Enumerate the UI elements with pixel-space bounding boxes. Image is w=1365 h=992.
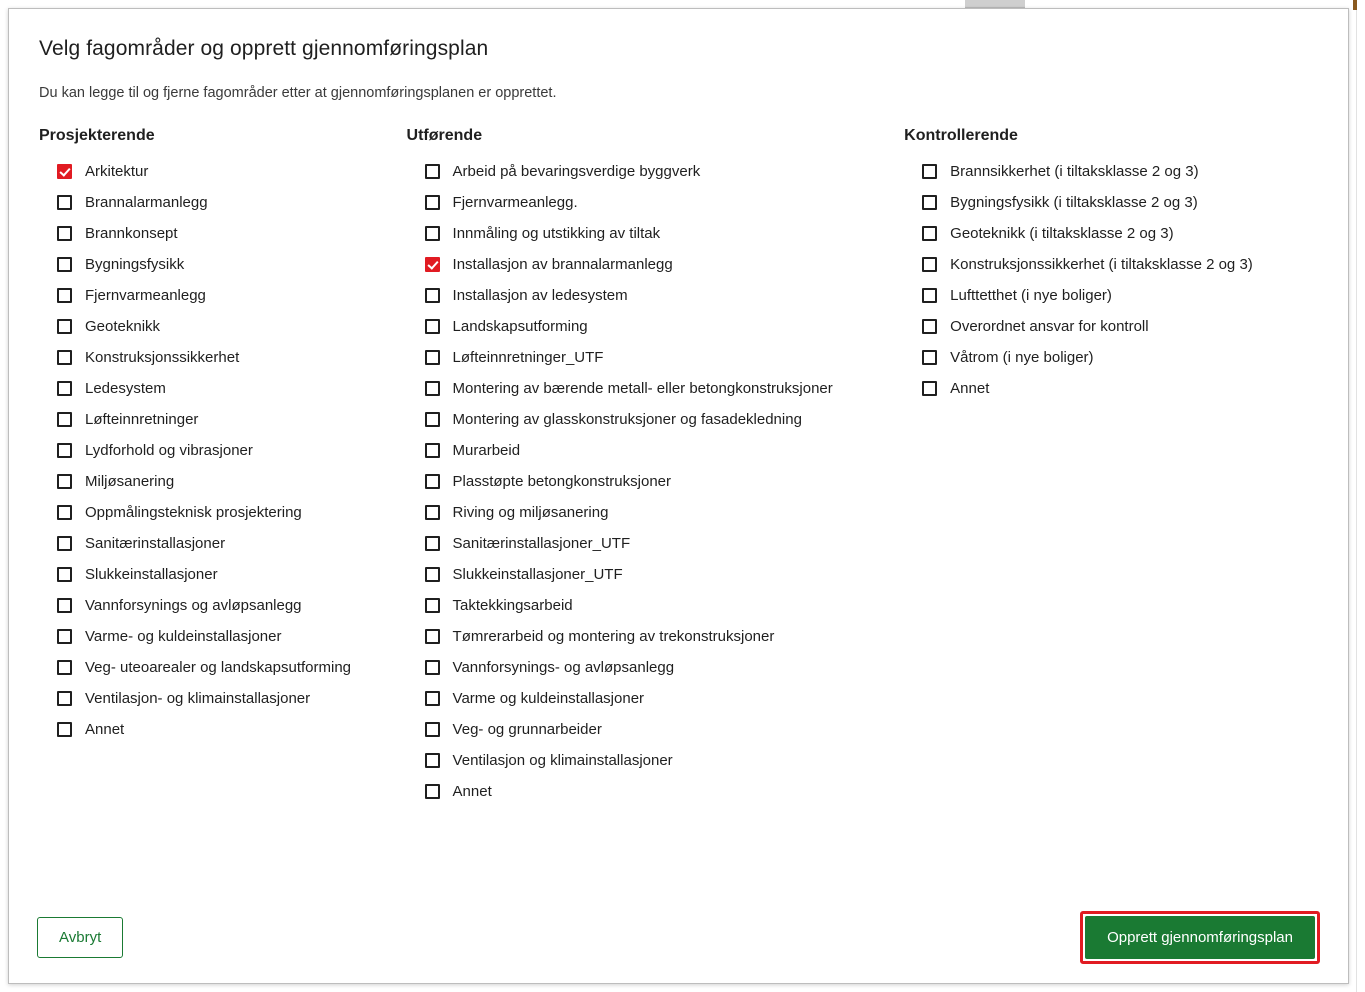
checkbox-row[interactable] — [425, 409, 905, 431]
checkbox-unchecked-icon[interactable] — [922, 319, 937, 334]
checkbox-label: Annet — [452, 783, 492, 800]
column-utforende — [407, 127, 905, 812]
checkbox-unchecked-icon[interactable] — [425, 660, 440, 675]
checkbox-label: Veg- uteoarealer og landskapsutforming — [85, 659, 352, 676]
checkbox-unchecked-icon[interactable] — [425, 350, 440, 365]
checkbox-row[interactable] — [425, 688, 905, 710]
checkbox-row[interactable] — [57, 626, 407, 648]
checkbox-label: Geoteknikk (i tiltaksklasse 2 og 3) — [950, 225, 1174, 242]
checkbox-row[interactable] — [425, 254, 905, 276]
checkbox-label: Annet — [85, 721, 125, 738]
checkbox-unchecked-icon[interactable] — [57, 412, 72, 427]
checkbox-label: Varme og kuldeinstallasjoner — [452, 690, 645, 707]
checkbox-row[interactable] — [57, 595, 407, 617]
checkbox-label: Ventilasjon- og klimainstallasjoner — [85, 690, 311, 707]
option-list-prosjekterende — [39, 161, 407, 741]
checkbox-label: Tømrerarbeid og montering av trekonstruksjoner — [452, 628, 775, 645]
checkbox-row[interactable] — [57, 533, 407, 555]
checkbox-unchecked-icon[interactable] — [425, 784, 440, 799]
checkbox-unchecked-icon[interactable] — [425, 505, 440, 520]
checkbox-row[interactable] — [425, 471, 905, 493]
window-accent-mark — [1353, 0, 1357, 10]
dialog-footer — [9, 913, 1348, 961]
checkbox-row[interactable] — [425, 750, 905, 772]
checkbox-label: Fjernvarmeanlegg — [85, 287, 206, 304]
checkbox-unchecked-icon[interactable] — [922, 381, 937, 396]
browser-tab-edge — [965, 0, 1025, 8]
checkbox-row[interactable] — [57, 409, 407, 431]
checkbox-label: Våtrom (i nye boliger) — [950, 349, 1094, 366]
checkbox-label: Plasstøpte betongkonstruksjoner — [452, 473, 671, 490]
checkbox-label: Sanitærinstallasjoner — [85, 535, 226, 552]
checkbox-label: Miljøsanering — [85, 473, 175, 490]
window-right-edge — [1356, 0, 1365, 992]
checkbox-checked-icon[interactable] — [57, 164, 72, 179]
select-disciplines-dialog — [8, 8, 1349, 984]
checkbox-label: Slukkeinstallasjoner — [85, 566, 218, 583]
checkbox-row[interactable] — [57, 657, 407, 679]
checkbox-unchecked-icon[interactable] — [922, 164, 937, 179]
checkbox-label: Lufttetthet (i nye boliger) — [950, 287, 1112, 304]
checkbox-unchecked-icon[interactable] — [425, 381, 440, 396]
checkbox-label: Løfteinnretninger — [85, 411, 199, 428]
checkbox-unchecked-icon[interactable] — [57, 598, 72, 613]
checkbox-row[interactable] — [922, 316, 1318, 338]
checkbox-label: Veg- og grunnarbeider — [452, 721, 602, 738]
checkbox-row[interactable] — [922, 161, 1318, 183]
checkbox-unchecked-icon[interactable] — [425, 691, 440, 706]
checkbox-unchecked-icon[interactable] — [922, 257, 937, 272]
checkbox-row[interactable] — [922, 192, 1318, 214]
checkbox-unchecked-icon[interactable] — [425, 443, 440, 458]
checkbox-row[interactable] — [425, 285, 905, 307]
checkbox-unchecked-icon[interactable] — [57, 505, 72, 520]
checkbox-unchecked-icon[interactable] — [57, 722, 72, 737]
checkbox-unchecked-icon[interactable] — [425, 226, 440, 241]
checkbox-row[interactable] — [425, 564, 905, 586]
checkbox-row[interactable] — [425, 347, 905, 369]
checkbox-row[interactable] — [425, 192, 905, 214]
option-list-utforende — [407, 161, 905, 803]
checkbox-row[interactable] — [425, 316, 905, 338]
checkbox-unchecked-icon[interactable] — [57, 660, 72, 675]
checkbox-row[interactable] — [922, 223, 1318, 245]
checkbox-label: Riving og miljøsanering — [452, 504, 609, 521]
checkbox-row[interactable] — [57, 192, 407, 214]
checkbox-unchecked-icon[interactable] — [425, 195, 440, 210]
create-plan-button[interactable]: Opprett gjennomføringsplan — [1085, 916, 1315, 959]
checkbox-label: Sanitærinstallasjoner_UTF — [452, 535, 631, 552]
checkbox-row[interactable] — [57, 378, 407, 400]
checkbox-label: Løfteinnretninger_UTF — [452, 349, 604, 366]
checkbox-unchecked-icon[interactable] — [57, 691, 72, 706]
checkbox-label: Taktekkingsarbeid — [452, 597, 573, 614]
checkbox-unchecked-icon[interactable] — [425, 412, 440, 427]
checkbox-row[interactable] — [425, 378, 905, 400]
checkbox-unchecked-icon[interactable] — [922, 195, 937, 210]
checkbox-label: Brannkonsept — [85, 225, 178, 242]
checkbox-checked-icon[interactable] — [425, 257, 440, 272]
checkbox-row[interactable] — [57, 564, 407, 586]
checkbox-unchecked-icon[interactable] — [57, 629, 72, 644]
checkbox-row[interactable] — [425, 533, 905, 555]
checkbox-label: Bygningsfysikk (i tiltaksklasse 2 og 3) — [950, 194, 1198, 211]
checkbox-unchecked-icon[interactable] — [425, 536, 440, 551]
checkbox-unchecked-icon[interactable] — [425, 319, 440, 334]
checkbox-unchecked-icon[interactable] — [425, 722, 440, 737]
checkbox-row[interactable] — [922, 378, 1318, 400]
checkbox-row[interactable] — [922, 254, 1318, 276]
checkbox-row[interactable] — [425, 440, 905, 462]
checkbox-row[interactable] — [57, 440, 407, 462]
column-title-kontrollerende: Kontrollerende — [904, 127, 1018, 144]
checkbox-row[interactable] — [425, 657, 905, 679]
checkbox-label: Konstruksjonssikkerhet — [85, 349, 240, 366]
checkbox-label: Arbeid på bevaringsverdige byggverk — [452, 163, 701, 180]
checkbox-label: Brannsikkerhet (i tiltaksklasse 2 og 3) — [950, 163, 1199, 180]
checkbox-row[interactable] — [425, 719, 905, 741]
option-list-kontrollerende — [904, 161, 1318, 400]
cancel-button[interactable]: Avbryt — [37, 917, 123, 958]
checkbox-label: Innmåling og utstikking av tiltak — [452, 225, 661, 242]
checkbox-row[interactable] — [425, 223, 905, 245]
checkbox-label: Overordnet ansvar for kontroll — [950, 318, 1149, 335]
checkbox-label: Annet — [950, 380, 990, 397]
checkbox-row[interactable] — [57, 688, 407, 710]
checkbox-unchecked-icon[interactable] — [57, 350, 72, 365]
checkbox-unchecked-icon[interactable] — [425, 753, 440, 768]
checkbox-unchecked-icon[interactable] — [922, 350, 937, 365]
checkbox-unchecked-icon[interactable] — [425, 164, 440, 179]
column-prosjekterende — [39, 127, 407, 812]
submit-button-highlight — [1080, 911, 1320, 964]
checkbox-label: Installasjon av ledesystem — [452, 287, 628, 304]
checkbox-label: Montering av glasskonstruksjoner og fasadekledning — [452, 411, 802, 428]
checkbox-label: Fjernvarmeanlegg. — [452, 194, 578, 211]
checkbox-label: Ventilasjon og klimainstallasjoner — [452, 752, 673, 769]
checkbox-unchecked-icon[interactable] — [425, 474, 440, 489]
checkbox-unchecked-icon[interactable] — [425, 629, 440, 644]
checkbox-label: Konstruksjonssikkerhet (i tiltaksklasse 2 og 3) — [950, 256, 1253, 273]
checkbox-row[interactable] — [57, 719, 407, 741]
checkbox-label: Slukkeinstallasjoner_UTF — [452, 566, 623, 583]
checkbox-label: Varme- og kuldeinstallasjoner — [85, 628, 282, 645]
checkbox-label: Brannalarmanlegg — [85, 194, 208, 211]
page-title: Velg fagområder og opprett gjennomføringsplan — [39, 37, 489, 60]
checkbox-row[interactable] — [922, 285, 1318, 307]
checkbox-row[interactable] — [57, 316, 407, 338]
checkbox-unchecked-icon[interactable] — [57, 288, 72, 303]
checkbox-row[interactable] — [922, 347, 1318, 369]
checkbox-label: Geoteknikk — [85, 318, 161, 335]
discipline-columns — [39, 127, 1318, 812]
checkbox-label: Vannforsynings- og avløpsanlegg — [452, 659, 675, 676]
checkbox-label: Bygningsfysikk — [85, 256, 185, 273]
checkbox-row[interactable] — [57, 161, 407, 183]
checkbox-row[interactable] — [425, 626, 905, 648]
checkbox-row[interactable] — [425, 781, 905, 803]
checkbox-unchecked-icon[interactable] — [57, 257, 72, 272]
checkbox-unchecked-icon[interactable] — [57, 319, 72, 334]
checkbox-label: Lydforhold og vibrasjoner — [85, 442, 253, 459]
checkbox-unchecked-icon[interactable] — [425, 567, 440, 582]
checkbox-unchecked-icon[interactable] — [57, 226, 72, 241]
checkbox-row[interactable] — [57, 502, 407, 524]
checkbox-unchecked-icon[interactable] — [57, 474, 72, 489]
dialog-subtitle: Du kan legge til og fjerne fagområder etter at gjennomføringsplanen er opprettet. — [39, 85, 557, 101]
checkbox-label: Vannforsynings og avløpsanlegg — [85, 597, 302, 614]
checkbox-unchecked-icon[interactable] — [425, 288, 440, 303]
checkbox-row[interactable] — [57, 471, 407, 493]
checkbox-label: Montering av bærende metall- eller betongkonstruksjoner — [452, 380, 833, 397]
checkbox-unchecked-icon[interactable] — [57, 195, 72, 210]
checkbox-label: Ledesystem — [85, 380, 166, 397]
checkbox-unchecked-icon[interactable] — [57, 567, 72, 582]
checkbox-unchecked-icon[interactable] — [57, 536, 72, 551]
checkbox-unchecked-icon[interactable] — [57, 443, 72, 458]
checkbox-label: Oppmålingsteknisk prosjektering — [85, 504, 302, 521]
checkbox-row[interactable] — [425, 502, 905, 524]
checkbox-row[interactable] — [57, 285, 407, 307]
checkbox-unchecked-icon[interactable] — [425, 598, 440, 613]
column-kontrollerende — [904, 127, 1318, 812]
checkbox-row[interactable] — [57, 347, 407, 369]
checkbox-unchecked-icon[interactable] — [922, 226, 937, 241]
checkbox-row[interactable] — [425, 161, 905, 183]
checkbox-row[interactable] — [57, 223, 407, 245]
column-title-utforende: Utførende — [406, 127, 483, 144]
column-title-prosjekterende: Prosjekterende — [39, 127, 155, 144]
checkbox-unchecked-icon[interactable] — [922, 288, 937, 303]
checkbox-unchecked-icon[interactable] — [57, 381, 72, 396]
checkbox-row[interactable] — [57, 254, 407, 276]
checkbox-label: Landskapsutforming — [452, 318, 588, 335]
checkbox-row[interactable] — [425, 595, 905, 617]
checkbox-label: Installasjon av brannalarmanlegg — [452, 256, 673, 273]
checkbox-label: Murarbeid — [452, 442, 521, 459]
checkbox-label: Arkitektur — [85, 163, 149, 180]
